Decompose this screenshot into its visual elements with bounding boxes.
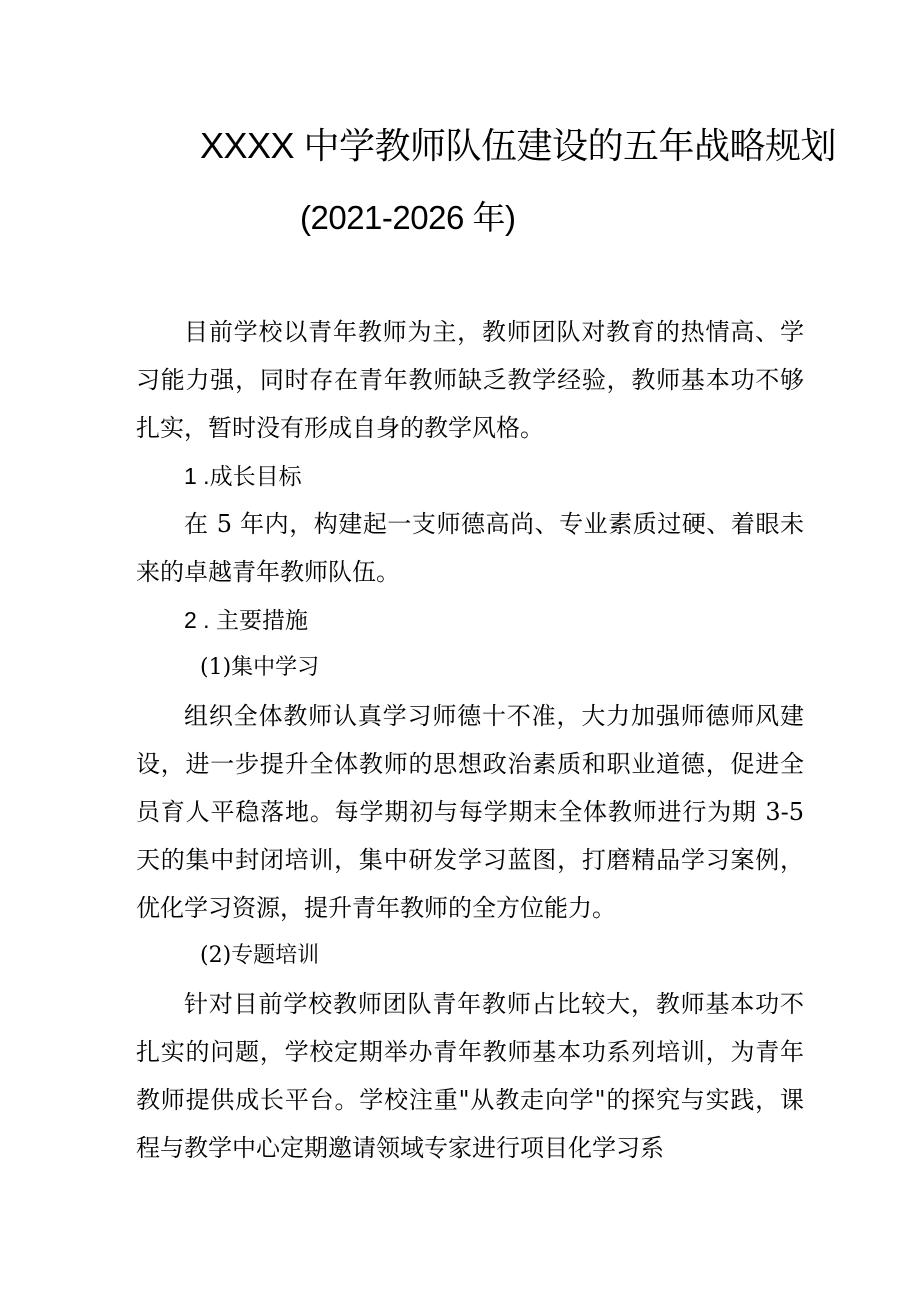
- subsection2-paragraph: 针对目前学校教师团队青年教师占比较大，教师基本功不扎实的问题，学校定期举办青年教师基本功系列培训，为青年教师提供成长平台。学校注重"从教走向学"的探究与实践，课程与教学中心定期邀请领域专家进行项目化学习系: [136, 990, 804, 1162]
- section1-heading: 1 .成长目标: [184, 463, 302, 489]
- intro-paragraph: 目前学校以青年教师为主，教师团队对教育的热情高、学习能力强，同时存在青年教师缺乏教学经验，教师基本功不够扎实，暂时没有形成自身的教学风格。: [136, 318, 804, 442]
- document-subtitle: (2021-2026 年): [300, 199, 516, 236]
- document-title: XXXX 中学教师队伍建设的五年战略规划: [200, 125, 837, 166]
- section1-paragraph: 在 5 年内，构建起一支师德高尚、专业素质过硬、着眼未来的卓越青年教师队伍。: [136, 510, 804, 586]
- subsection1-heading: (1)集中学习: [200, 655, 320, 680]
- document-body: [136, 308, 804, 1172]
- subsection1-paragraph: 组织全体教师认真学习师德十不准，大力加强师德师风建设，进一步提升全体教师的思想政治素质和职业道德，促进全员育人平稳落地。每学期初与每学期末全体教师进行为期 3-5 天的集中封闭培训，集中研发学习蓝图，打磨精品学习案例，优化学习资源，提升青年教师的全方位能力。: [136, 702, 804, 922]
- section2-heading: 2 . 主要措施: [184, 607, 308, 633]
- subsection2-heading: (2)专题培训: [200, 943, 320, 968]
